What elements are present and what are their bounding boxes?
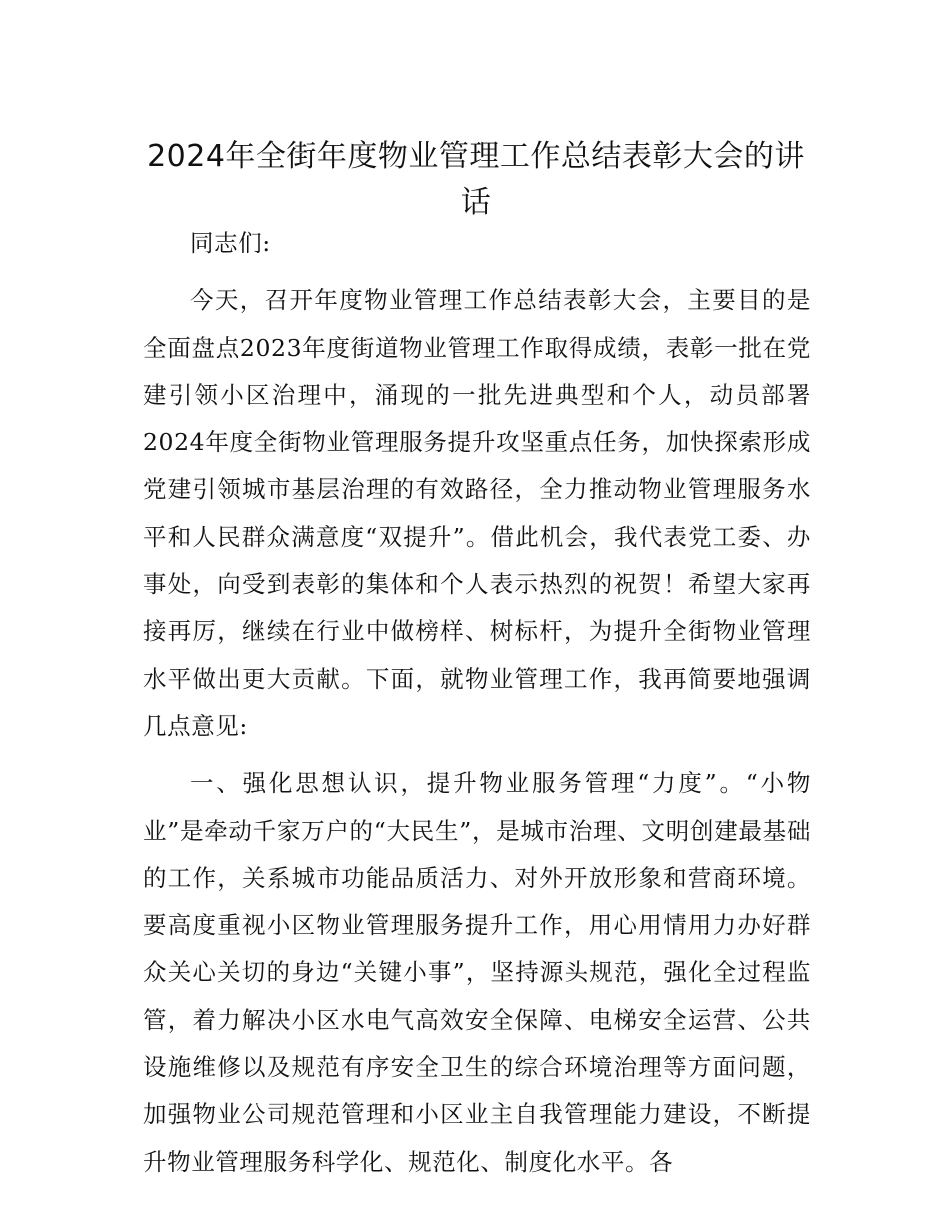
document-body: [143, 220, 811, 1196]
paragraph-2: 一、强化思想认识，提升物业服务管理“力度”。“小物业”是牵动千家万户的“大民生”，是城市治理、文明创建最基础的工作，关系城市功能品质活力、对外开放形象和营商环境。要高度重视小区物业管理服务提升工作，用心用情用力办好群众关心关切的身边“关键小事”，坚持源头规范，强化全过程监管，着力解决小区水电气高效安全保障、电梯安全运营、公共设施维修以及规范有序安全卫生的综合环境治理等方面问题，加强物业公司规范管理和小区业主自我管理能力建设，不断提升物业管理服务科学化、规范化、制度化水平。各: [143, 769, 811, 1176]
document-title: 2024年全街年度物业管理工作总结表彰大会的讲话: [147, 139, 805, 221]
paragraph-1: 今天，召开年度物业管理工作总结表彰大会，主要目的是全面盘点2023年度街道物业管理工作取得成绩，表彰一批在党建引领小区治理中，涌现的一批先进典型和个人，动员部署2024年度全街物业管理服务提升攻坚重点任务，加快探索形成党建引领城市基层治理的有效路径，全力推动物业管理服务水平和人民群众满意度“双提升”。借此机会，我代表党工委、办事处，向受到表彰的集体和个人表示热烈的祝贺！希望大家再接再厉，继续在行业中做榜样、树标杆，为提升全街物业管理水平做出更大贡献。下面，就物业管理工作，我再简要地强调几点意见:: [143, 286, 811, 740]
greeting: 同志们:: [190, 229, 271, 257]
